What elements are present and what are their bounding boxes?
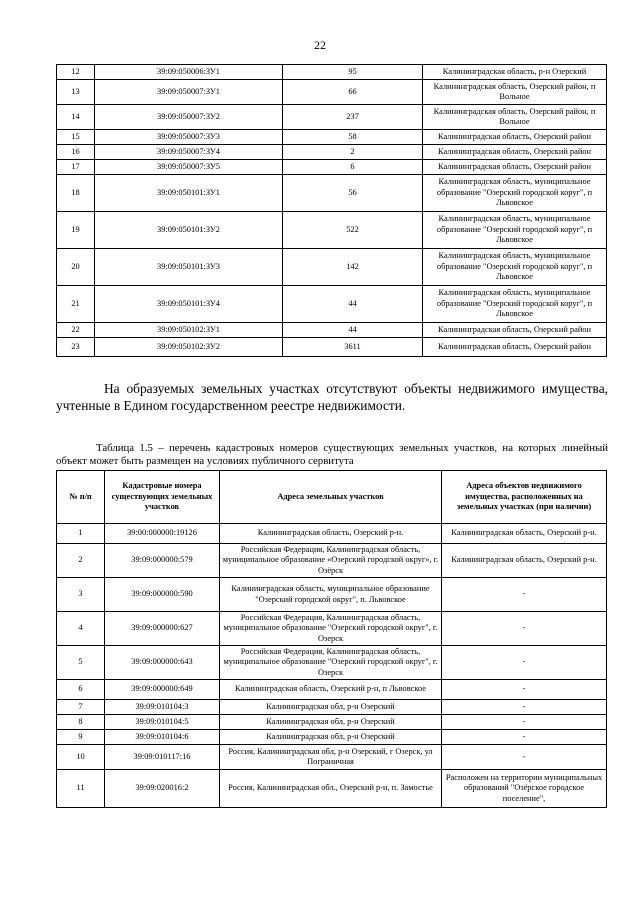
table-row <box>57 212 607 249</box>
cell-num: 15 <box>57 130 95 145</box>
cell-area: 6 <box>283 160 423 175</box>
cell-address: Калининградская область, муниципальное образование "Озерский городской коруг", п Львовское <box>423 249 607 286</box>
cell-address: Калининградская область, Озерский район <box>423 323 607 338</box>
cell-cadastral: 39:09:000000:579 <box>105 544 220 578</box>
cell-cadastral: 39:09:010104:6 <box>105 730 220 745</box>
table-row <box>57 105 607 130</box>
cell-num: 22 <box>57 323 95 338</box>
cell-objects: - <box>442 715 607 730</box>
cell-cadastral: 39:09:050007:ЗУ2 <box>95 105 283 130</box>
cell-num: 17 <box>57 160 95 175</box>
table-row <box>57 730 607 745</box>
cell-address: Калининградская область, р-н Озерский <box>423 65 607 80</box>
cell-cadastral: 39:09:050007:ЗУ4 <box>95 145 283 160</box>
cell-objects: - <box>442 646 607 680</box>
cell-area: 142 <box>283 249 423 286</box>
cell-address: Калининградская обл, р-н Озерский <box>220 700 442 715</box>
cell-num: 4 <box>57 612 105 646</box>
table-row <box>57 249 607 286</box>
cell-num: 5 <box>57 646 105 680</box>
cell-address: Калининградская область, муниципальное образование "Озерский городской округ", п. Львовское <box>220 578 442 612</box>
cell-area: 66 <box>283 80 423 105</box>
cell-area: 56 <box>283 175 423 212</box>
table-row <box>57 524 607 544</box>
cell-address: Калининградская область, Озерский р-н. <box>220 524 442 544</box>
cell-cadastral: 39:09:050007:ЗУ1 <box>95 80 283 105</box>
table-caption: Таблица 1.5 – перечень кадастровых номеров существующих земельных участков, на которых линейный объект может быть размещен на условиях публичного сервитута <box>56 442 608 467</box>
page-number: 22 <box>314 38 326 52</box>
cell-num: 9 <box>57 730 105 745</box>
table-row <box>57 175 607 212</box>
cell-num: 1 <box>57 524 105 544</box>
cell-area: 522 <box>283 212 423 249</box>
cell-address: Калининградская область, Озерский район <box>423 338 607 357</box>
table-row <box>57 646 607 680</box>
cell-cadastral: 39:09:000000:590 <box>105 578 220 612</box>
cell-num: 12 <box>57 65 95 80</box>
table-row <box>57 715 607 730</box>
table-land-plots-formed <box>56 64 607 357</box>
cell-num: 16 <box>57 145 95 160</box>
table-row <box>57 770 607 808</box>
cell-cadastral: 39:09:050101:ЗУ3 <box>95 249 283 286</box>
cell-num: 21 <box>57 286 95 323</box>
table-header-row <box>57 471 607 524</box>
cell-address: Калининградская область, Озерский район, п Вольное <box>423 80 607 105</box>
table-row <box>57 612 607 646</box>
cell-cadastral: 39:09:050102:ЗУ1 <box>95 323 283 338</box>
cell-num: 6 <box>57 680 105 700</box>
cell-address: Российская Федерация, Калининградская область, муниципальное образование "Озерский городской округ", г. Озерск <box>220 612 442 646</box>
cell-objects: - <box>442 745 607 770</box>
cell-area: 44 <box>283 286 423 323</box>
table-row <box>57 145 607 160</box>
cell-objects: - <box>442 730 607 745</box>
cell-num: 13 <box>57 80 95 105</box>
table-row <box>57 323 607 338</box>
cell-area: 44 <box>283 323 423 338</box>
cell-address: Калининградская область, Озерский район <box>423 145 607 160</box>
cell-objects: - <box>442 612 607 646</box>
table-row <box>57 544 607 578</box>
cell-address: Калининградская область, Озерский р-н, п Львовское <box>220 680 442 700</box>
cell-num: 8 <box>57 715 105 730</box>
table-existing-plots <box>56 470 607 808</box>
cell-cadastral: 39:09:010117:16 <box>105 745 220 770</box>
cell-cadastral: 39:09:000000:627 <box>105 612 220 646</box>
cell-area: 237 <box>283 105 423 130</box>
cell-address: Калининградская область, муниципальное образование "Озерский городской коруг", п Львовское <box>423 175 607 212</box>
cell-area: 2 <box>283 145 423 160</box>
cell-num: 11 <box>57 770 105 808</box>
cell-objects: - <box>442 680 607 700</box>
cell-num: 2 <box>57 544 105 578</box>
cell-cadastral: 39:09:050101:ЗУ1 <box>95 175 283 212</box>
table-row <box>57 130 607 145</box>
cell-num: 3 <box>57 578 105 612</box>
cell-objects: Расположен на территории муниципальных образований "Озёрское городское поселение", <box>442 770 607 808</box>
header-num: № п/п <box>57 471 105 524</box>
cell-cadastral: 39:09:000000:649 <box>105 680 220 700</box>
cell-objects: Калининградская область, Озерский р-н. <box>442 524 607 544</box>
cell-address: Российская Федерация, Калининградская область, муниципальное образование «Озерский городской округ», г. Озёрск <box>220 544 442 578</box>
header-address: Адреса земельных участков <box>220 471 442 524</box>
cell-num: 7 <box>57 700 105 715</box>
header-cadastral: Кадастровые номера существующих земельных участков <box>105 471 220 524</box>
cell-objects: - <box>442 700 607 715</box>
cell-cadastral: 39:09:050006:ЗУ1 <box>95 65 283 80</box>
cell-cadastral: 39:09:000000:643 <box>105 646 220 680</box>
cell-num: 10 <box>57 745 105 770</box>
cell-address: Калининградская обл, р-н Озерский <box>220 715 442 730</box>
cell-cadastral: 39:09:010104:5 <box>105 715 220 730</box>
table-row <box>57 338 607 357</box>
cell-cadastral: 39:09:050101:ЗУ4 <box>95 286 283 323</box>
cell-address: Россия, Калининградская обл., Озерский р-н, п. Замостье <box>220 770 442 808</box>
cell-address: Калининградская область, муниципальное образование "Озерский городской коруг", п Львовское <box>423 286 607 323</box>
cell-address: Калининградская область, Озерский район, п Вольное <box>423 105 607 130</box>
cell-num: 19 <box>57 212 95 249</box>
cell-num: 20 <box>57 249 95 286</box>
table-row <box>57 65 607 80</box>
table-row <box>57 80 607 105</box>
paragraph-no-real-estate: На образуемых земельных участках отсутствуют объекты недвижимого имущества, учтенные в Едином государственном реестре недвижимости. <box>56 381 608 413</box>
cell-cadastral: 39:09:010104:3 <box>105 700 220 715</box>
cell-objects: Калининградская область, Озерский р-н. <box>442 544 607 578</box>
cell-num: 23 <box>57 338 95 357</box>
cell-cadastral: 39:00:000000:19126 <box>105 524 220 544</box>
cell-cadastral: 39:09:050007:ЗУ5 <box>95 160 283 175</box>
cell-address: Калининградская область, муниципальное образование "Озерский городской коруг", п Львовское <box>423 212 607 249</box>
cell-cadastral: 39:09:050007:ЗУ3 <box>95 130 283 145</box>
cell-address: Россия, Калининградская обл, р-н Озерский, г Озерск, ул Пограничная <box>220 745 442 770</box>
cell-address: Калининградская область, Озерский район <box>423 160 607 175</box>
cell-address: Калининградская обл, р-н Озерский <box>220 730 442 745</box>
cell-num: 14 <box>57 105 95 130</box>
cell-cadastral: 39:09:050102:ЗУ2 <box>95 338 283 357</box>
cell-cadastral: 39:09:050101:ЗУ2 <box>95 212 283 249</box>
header-objects: Адреса объектов недвижимого имущества, расположенных на земельных участках (при наличии) <box>442 471 607 524</box>
cell-area: 3611 <box>283 338 423 357</box>
table-row <box>57 680 607 700</box>
table-row <box>57 745 607 770</box>
table-row <box>57 578 607 612</box>
cell-area: 58 <box>283 130 423 145</box>
cell-address: Калининградская область, Озерский район <box>423 130 607 145</box>
table-row <box>57 160 607 175</box>
cell-objects: - <box>442 578 607 612</box>
cell-num: 18 <box>57 175 95 212</box>
cell-area: 95 <box>283 65 423 80</box>
cell-cadastral: 39:09:020016:2 <box>105 770 220 808</box>
table-row <box>57 286 607 323</box>
table-row <box>57 700 607 715</box>
cell-address: Российская Федерация, Калининградская область, муниципальное образование "Озерский городской округ", г. Озерск <box>220 646 442 680</box>
